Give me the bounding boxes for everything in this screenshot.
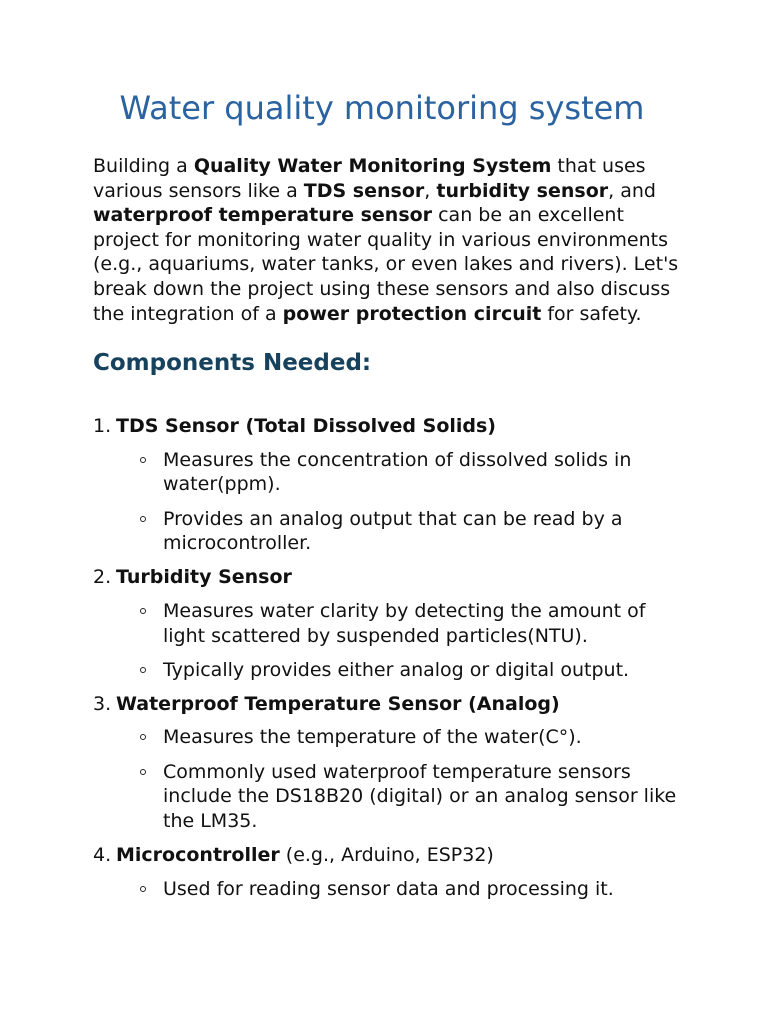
component-name: Microcontroller — [116, 844, 280, 867]
intro-paragraph — [93, 154, 683, 326]
intro-text: that uses various sensors like a — [93, 155, 646, 202]
detail-text: Measures the temperature of the water(C°). — [163, 726, 582, 749]
component-name: Waterproof Temperature Sensor (Analog) — [116, 692, 560, 715]
detail-item — [116, 760, 683, 834]
detail-text: Measures water clarity by detecting the amount of light scattered by suspended particles(NTU). — [163, 599, 646, 647]
circle-bullet-icon — [140, 457, 146, 463]
circle-bullet-icon — [140, 667, 146, 673]
component-number: 1. — [93, 415, 112, 438]
intro-text: for safety. — [541, 302, 642, 325]
intro-text: , and — [608, 179, 656, 202]
component-number: 2. — [93, 566, 112, 589]
detail-text: Provides an analog output that can be read by a microcontroller. — [163, 507, 623, 555]
component-details — [116, 448, 683, 556]
detail-text: Commonly used waterproof temperature sensors include the DS18B20 (digital) or an analog sensor like the LM35. — [163, 760, 677, 832]
detail-item — [116, 599, 683, 648]
intro-text: can be an excellent project for monitoring water quality in various environments (e.g., aquariums, water tanks, or even lakes and rivers). Let's break down the project using these sensors and also discuss the integration of a — [93, 204, 679, 325]
intro-bold-term: waterproof temperature sensor — [93, 204, 433, 227]
component-heading — [116, 414, 683, 439]
detail-item — [116, 725, 683, 750]
components-list — [93, 414, 683, 901]
intro-bold-term: TDS sensor — [303, 179, 425, 202]
detail-text: Measures the concentration of dissolved solids in water(ppm). — [163, 448, 632, 496]
circle-bullet-icon — [140, 769, 146, 775]
intro-text: Building a — [93, 155, 194, 177]
detail-item — [116, 877, 683, 902]
component-note: (e.g., Arduino, ESP32) — [279, 844, 494, 867]
component-details — [116, 725, 683, 833]
component-name: TDS Sensor (Total Dissolved Solids) — [116, 415, 496, 438]
circle-bullet-icon — [140, 734, 146, 740]
component-item — [93, 843, 683, 901]
circle-bullet-icon — [140, 608, 146, 614]
component-details — [116, 599, 683, 682]
intro-text: , — [424, 179, 437, 202]
component-name: Turbidity Sensor — [116, 566, 292, 589]
component-heading — [116, 843, 683, 868]
component-number: 3. — [93, 692, 112, 715]
detail-item — [116, 448, 683, 497]
components-heading: Components Needed: — [93, 350, 372, 377]
component-heading — [116, 692, 683, 717]
component-item — [93, 414, 683, 556]
intro-bold-term: Quality Water Monitoring System — [193, 155, 552, 177]
intro-bold-term: power protection circuit — [282, 302, 542, 325]
component-details — [116, 877, 683, 902]
document-page — [93, 0, 683, 911]
document-title: Water quality monitoring system — [119, 89, 645, 127]
detail-item — [116, 507, 683, 556]
component-item — [93, 565, 683, 682]
intro-bold-term: turbidity sensor — [436, 179, 609, 202]
component-heading — [116, 565, 683, 590]
detail-text: Used for reading sensor data and processing it. — [163, 877, 614, 900]
circle-bullet-icon — [140, 886, 146, 892]
circle-bullet-icon — [140, 516, 146, 522]
component-number: 4. — [93, 844, 112, 867]
detail-item — [116, 658, 683, 683]
detail-text: Typically provides either analog or digital output. — [163, 658, 630, 681]
component-item — [93, 692, 683, 834]
